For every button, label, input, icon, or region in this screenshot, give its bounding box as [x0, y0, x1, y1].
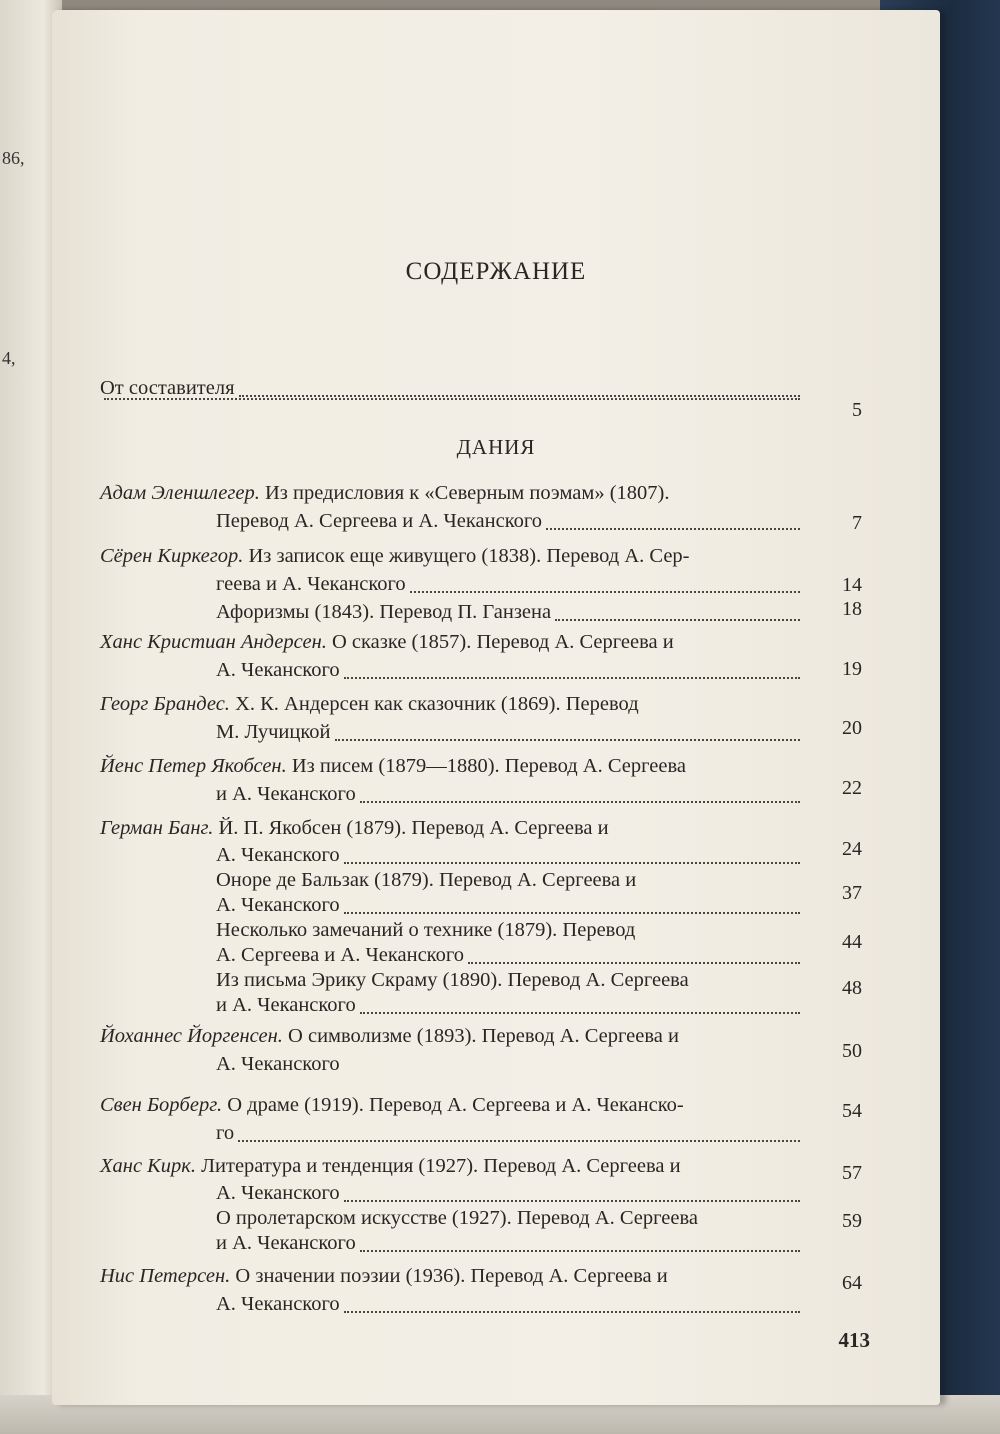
entry-line: А. Чеканского — [216, 844, 340, 866]
page-ref: 50 — [842, 1040, 862, 1062]
entry-line: го — [216, 1122, 235, 1144]
entry-author: Ханс Кирк. — [100, 1155, 196, 1177]
entry-author: Свен Борберг. — [100, 1094, 223, 1116]
entry-line: Из записок еще живущего (1838). Перевод А. Сер- — [248, 545, 690, 567]
page-ref: 18 — [842, 598, 862, 620]
entry-line: М. Лучицкой — [216, 721, 331, 743]
entry-line: Из писем (1879—1880). Перевод А. Сергеева — [291, 755, 686, 777]
page-ref: 59 — [842, 1210, 862, 1232]
leader-dots — [344, 911, 800, 914]
leader-dots — [344, 676, 800, 679]
entry-line: и А. Чеканского — [216, 1232, 356, 1254]
entry-line: Перевод А. Сергеева и А. Чеканского — [216, 510, 543, 532]
entry-line: А. Чеканского — [216, 1053, 340, 1075]
entry-line: геева и А. Чеканского — [216, 573, 406, 595]
entry-line: Из письма Эрику Скраму (1890). Перевод А. Сергеева — [216, 969, 689, 991]
entry-author: Герман Банг. — [100, 817, 214, 839]
entry-author: Нис Петерсен. — [100, 1265, 231, 1287]
entry-author: Йоханнес Йоргенсен. — [100, 1025, 283, 1047]
page-ref: 20 — [842, 717, 862, 739]
leader-dots — [335, 738, 800, 741]
leader-dots — [344, 1199, 800, 1202]
page-ref: 14 — [842, 574, 862, 596]
page-number: 413 — [838, 1328, 870, 1352]
entry-line: О пролетарском искусстве (1927). Перевод А. Сергеева — [216, 1207, 699, 1229]
entry-author: Адам Эленшлегер. — [100, 482, 260, 504]
entry-line: А. Чеканского — [216, 1182, 340, 1204]
leader-dots — [238, 1139, 800, 1142]
entry-line: А. Чеканского — [216, 894, 340, 916]
page-ref: 57 — [842, 1162, 862, 1184]
page-ref: 44 — [842, 931, 862, 953]
entry-line: Литература и тенденция (1927). Перевод А. Сергеева и — [201, 1155, 681, 1177]
entry-line: Афоризмы (1843). Перевод П. Ганзена — [216, 601, 552, 623]
contents-page — [52, 10, 940, 1405]
leader-dots — [360, 800, 800, 803]
entry-line: О значении поэзии (1936). Перевод А. Сергеева и — [235, 1265, 668, 1287]
page-ref: 64 — [842, 1272, 862, 1294]
entry-line: и А. Чеканского — [216, 994, 356, 1016]
intro-text: От составителя — [100, 377, 235, 399]
entry-line: Й. П. Якобсен (1879). Перевод А. Сергеева и — [218, 817, 609, 839]
page-ref: 37 — [842, 882, 862, 904]
page-ref: 54 — [842, 1100, 862, 1122]
leader-dots — [468, 961, 800, 964]
entry-author: Йенс Петер Якобсен. — [100, 755, 287, 777]
entry-line: Оноре де Бальзак (1879). Перевод А. Сергеева и — [216, 869, 637, 891]
leader-dots — [360, 1249, 800, 1252]
leader-dots — [410, 590, 800, 593]
entry-line: А. Сергеева и А. Чеканского — [216, 944, 465, 966]
page-ref: 22 — [842, 777, 862, 799]
left-page-fragment: 4, — [2, 348, 16, 368]
page-ref: 5 — [852, 399, 862, 421]
entry-author: Ханс Кристиан Андерсен. — [100, 631, 327, 653]
entry-line: А. Чеканского — [216, 659, 340, 681]
entry-line: А. Чеканского — [216, 1293, 340, 1315]
page-ref: 7 — [852, 512, 862, 534]
entry-line: Х. К. Андерсен как сказочник (1869). Перевод — [235, 693, 639, 715]
page-ref: 19 — [842, 658, 862, 680]
page-title: СОДЕРЖАНИЕ — [405, 258, 587, 285]
page-ref: 24 — [842, 838, 862, 860]
entry-line: О драме (1919). Перевод А. Сергеева и А. Чеканско- — [227, 1094, 684, 1116]
leader-dots — [555, 618, 800, 621]
entry-line: О сказке (1857). Перевод А. Сергеева и — [332, 631, 674, 653]
entry-line: Несколько замечаний о технике (1879). Перевод — [216, 919, 636, 941]
leader-dots — [344, 1310, 800, 1313]
leader-dots — [104, 397, 800, 400]
leader-dots — [360, 1011, 800, 1014]
entry-line: Из предисловия к «Северным поэмам» (1807). — [264, 482, 670, 504]
leader-dots — [546, 527, 800, 530]
page-ref: 48 — [842, 977, 862, 999]
leader-dots — [344, 861, 800, 864]
left-page-fragment: 86, — [2, 148, 25, 168]
entry-author: Георг Брандес. — [100, 693, 230, 715]
entry-line: и А. Чеканского — [216, 783, 356, 805]
entry-line: О символизме (1893). Перевод А. Сергеева и — [288, 1025, 679, 1047]
section-title: ДАНИЯ — [456, 435, 536, 459]
entry-author: Сёрен Киркегор. — [100, 545, 244, 567]
